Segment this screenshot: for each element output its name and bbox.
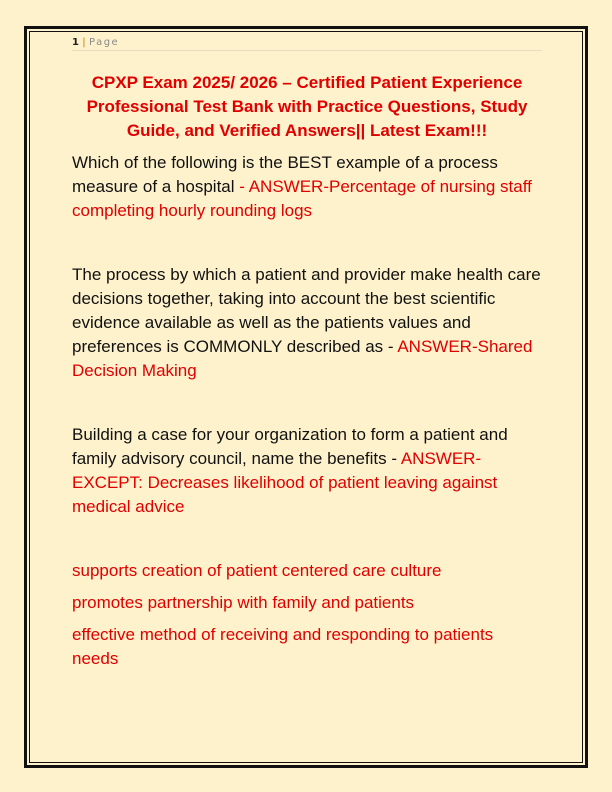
qa-item-2 xyxy=(72,263,542,383)
question-text: The process by which a patient and provider make health care decisions together, taking into account the best scientific evidence available as well as the patients values and preferences is COMMONLY described as - xyxy=(72,265,541,356)
qa-item-1 xyxy=(72,151,542,223)
question-text: Which of the following is the BEST example of a process measure of a hospital xyxy=(72,153,498,196)
page-number: 1 xyxy=(72,37,79,48)
benefit-item: supports creation of patient centered care culture xyxy=(72,561,442,580)
qa-item-3 xyxy=(72,423,542,519)
document-body xyxy=(72,71,542,679)
answer-text: - ANSWER-Percentage of nursing staff completing hourly rounding logs xyxy=(72,177,532,220)
benefit-item: effective method of receiving and responding to patients needs xyxy=(72,625,494,668)
document-title: CPXP Exam 2025/ 2026 – Certified Patient Experience Professional Test Bank with Practice Questions, Study Guide, and Verified Answers|| Latest Exam!!! xyxy=(86,73,528,140)
answer-text: ANSWER-Shared Decision Making xyxy=(72,337,533,380)
benefit-item: promotes partnership with family and patients xyxy=(72,593,415,612)
answer-text: ANSWER-EXCEPT: Decreases likelihood of patient leaving against medical advice xyxy=(72,449,498,516)
header-separator: | xyxy=(82,37,86,48)
question-text: Building a case for your organization to form a patient and family advisory council, name the benefits - xyxy=(72,425,508,468)
page-label: Page xyxy=(89,37,120,48)
page-header xyxy=(72,37,542,51)
